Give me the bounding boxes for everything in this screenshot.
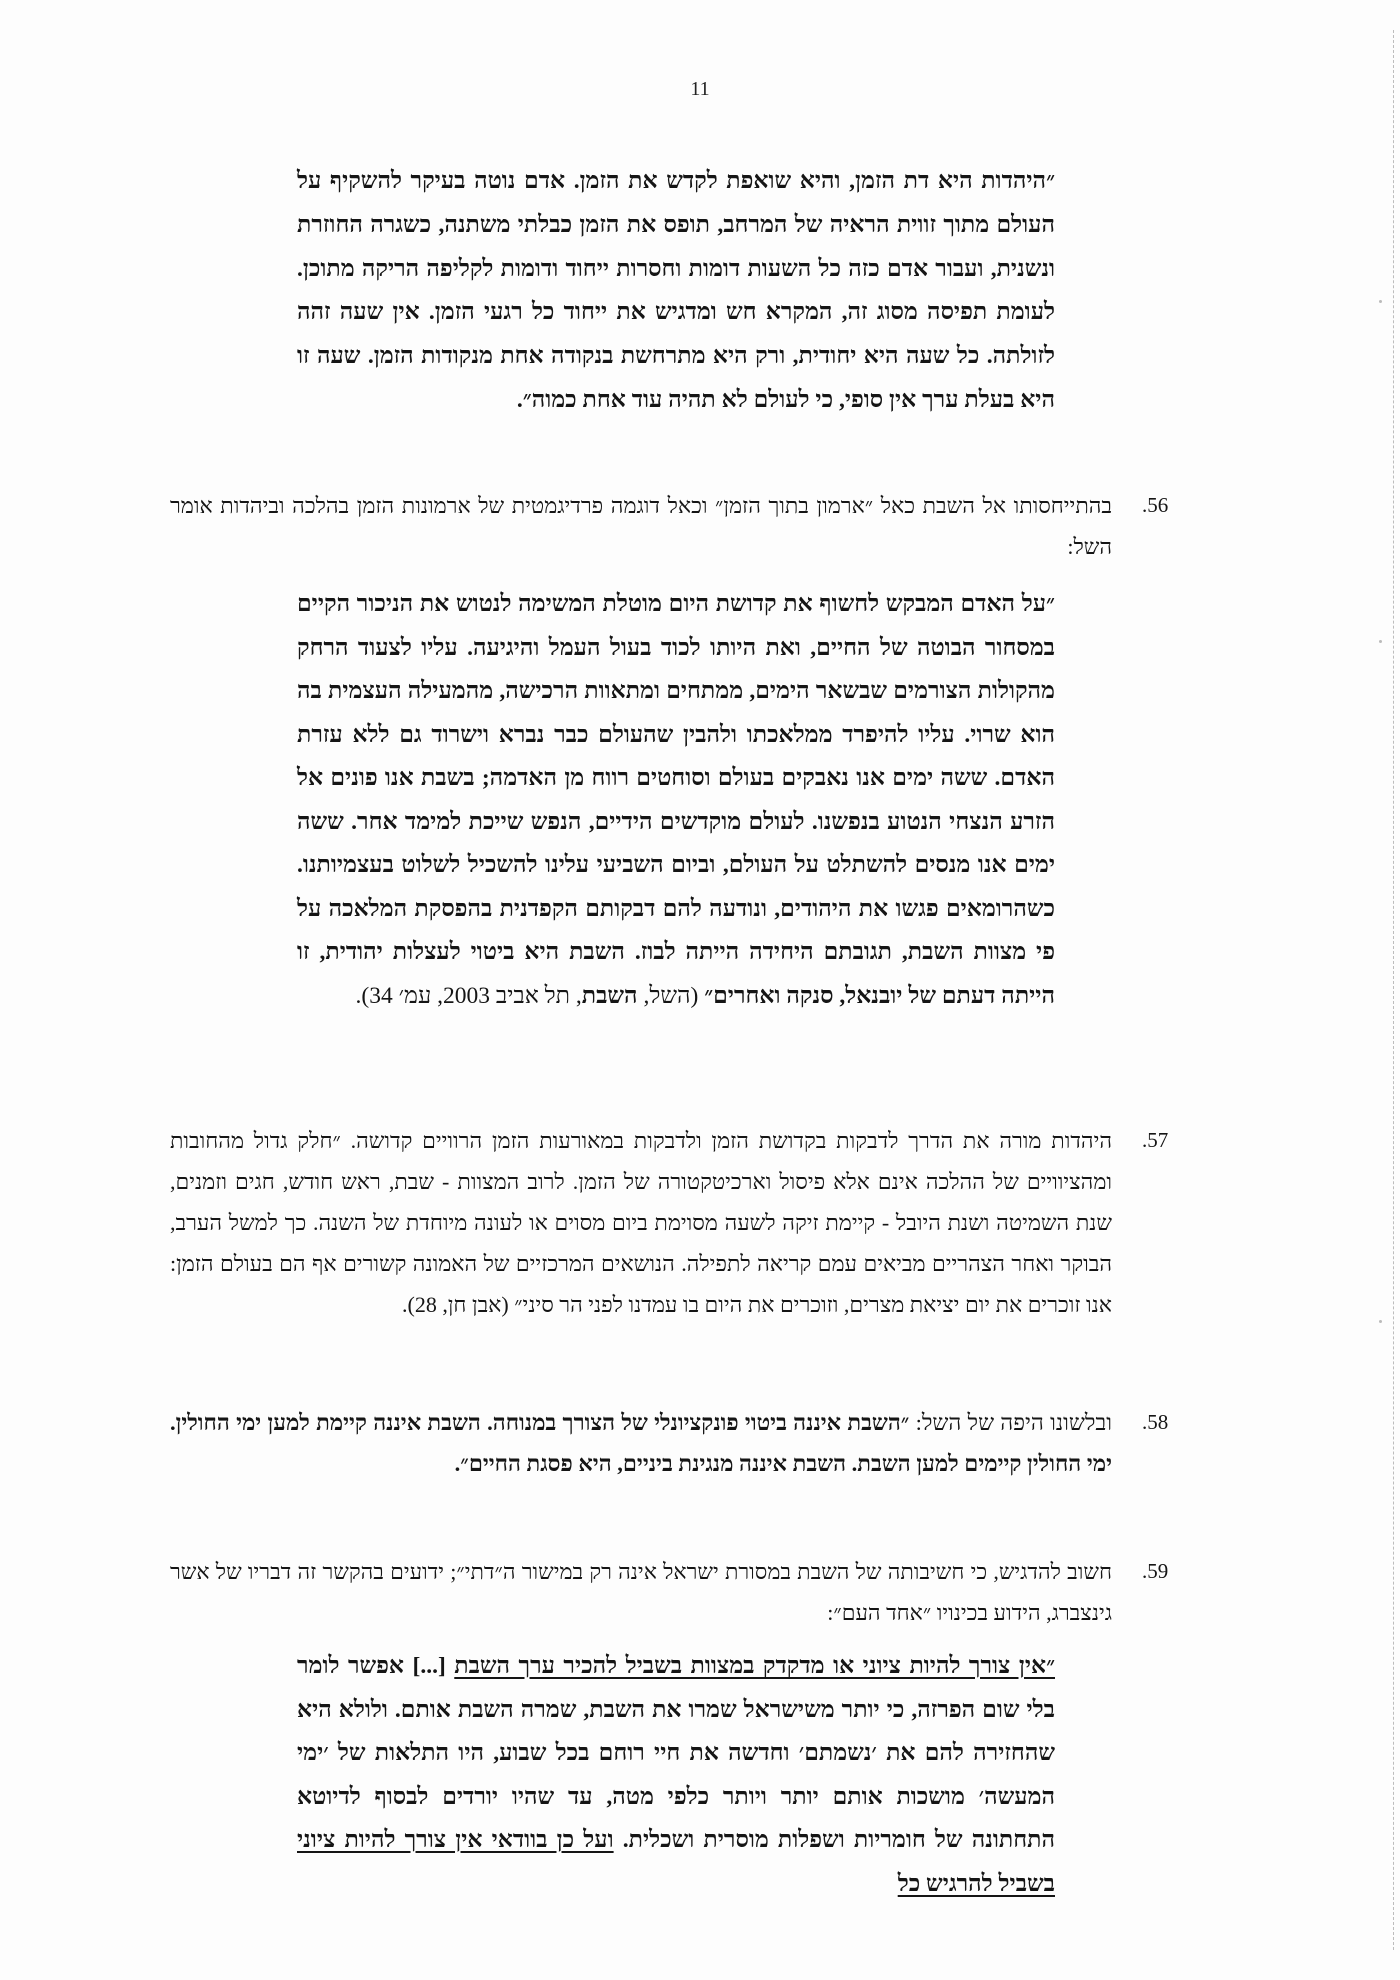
paragraph-59 [170, 1551, 1180, 1633]
paragraph-57 [170, 1120, 1180, 1325]
paragraph-58 [170, 1402, 1180, 1484]
scan-speck [1379, 300, 1382, 303]
bracket-ellipsis: [...] [412, 1653, 455, 1679]
quote-text: ״על האדם המבקש לחשוף את קדושת היום מוטלת המשימה לנטוש את הניכור הקיים במסחור הבוטה של החיים, ואת היותו לכוד בעול העמל והיגיעה. עליו לצעוד הרחק מהקולות הצורמים שבשאר הימים, ממתחים ומתאוות הרכישה, מהמעילה העצמית בה הוא שרוי. עליו להיפרד ממלאכתו ולהבין שהעולם כבר נברא וישרוד גם ללא עזרת האדם. ששה ימים אנו נאבקים בעולם וסוחטים רווח מן האדמה; בשבת אנו פונים אל הזרע הנצחי הנטוע בנפשנו. לעולם מוקדשים הידיים, הנפש שייכת למימד אחר. ששה ימים אנו מנסים להשתלט על העולם, וביום השביעי עלינו להשכיל לשלוט בעצמיותנו. כשהרומאים פגשו את היהודים, ונודעה להם דבקותם הקפדנית בהפסקת המלאכה על פי מצוות השבת, תגובתם היחידה הייתה לבוז. השבת היא ביטוי לעצלות יהודית, זו הייתה דעתם של יובנאל, סנקה ואחרים״ [297, 591, 1055, 1009]
underlined-text: ״אין צורך להיות ציוני או מדקדק במצוות בשביל להכיר ערך השבת [454, 1653, 1055, 1679]
quote-block-shabbat [297, 583, 1055, 1018]
paragraph-text: ״השבת איננה ביטוי פונקציונלי של הצורך במנוחה. השבת איננה קיימת למען ימי החולין. ימי החולין קיימים למען השבת. השבת איננה מנגינת ביניים, היא פסגת החיים״. [170, 1410, 1112, 1476]
quote-block-ahad-haam [297, 1645, 1055, 1906]
paragraph-number: .59 [1142, 1559, 1169, 1583]
page-number: 11 [690, 78, 710, 100]
scan-speck [1379, 1320, 1382, 1323]
paragraph-56 [170, 485, 1180, 567]
citation-title: השבת [581, 982, 638, 1009]
scan-edge-line [1389, 30, 1394, 1950]
citation-rest: , תל אביב 2003, עמ׳ 34). [355, 982, 582, 1009]
paragraph-lead: ובלשונו היפה של השל: [909, 1410, 1112, 1435]
citation-open: (השל, [637, 982, 705, 1009]
quote-text: אפשר לומר בלי שום הפרזה, כי יותר משישראל שמרו את השבת, שמרה השבת אותם. ולולא היא שהחזירה להם את ׳נשמתם׳ וחדשה את חיי רוחם בכל שבוע, היו התלאות של ׳ימי המעשה׳ מושכות אותם יותר ויותר כלפי מטה, עד שהיו יורדים לבסוף לדיוטא התחתונה של חומריות ושפלות מוסרית ושכלית. [297, 1653, 1055, 1853]
paragraph-number: .56 [1142, 493, 1169, 517]
paragraph-number: .58 [1142, 1410, 1169, 1434]
paragraph-text: היהדות מורה את הדרך לדבקות בקדושת הזמן ולדבקות במאורעות הזמן הרוויים קדושה. ״חלק גדול מהחובות ומהציוויים של ההלכה אינם אלא פיסול וארכיטקטורה של הזמן. לרוב המצוות - שבת, ראש חודש, חגים וזמנים, שנת השמיטה ושנת היובל - קיימת זיקה לשעה מסוימת ביום מסוים או לעונה מיוחדת של השנה. כך למשל הערב, הבוקר ואחר הצהריים מביאים עמם קריאה לתפילה. הנושאים המרכזיים של האמונה קשורים אף הם בעולם הזמן: אנו זוכרים את יום יציאת מצרים, וזוכרים את היום בו עמדנו לפני הר סיני״ (אבן חן, 28). [170, 1128, 1112, 1317]
paragraph-number: .57 [1142, 1128, 1169, 1152]
paragraph-text: חשוב להדגיש, כי חשיבותה של השבת במסורת ישראל אינה רק במישור ה״דתי״; ידועים בהקשר זה דבריו של אשר גינצברג, הידוע בכינויו ״אחד העם״: [170, 1559, 1112, 1625]
scan-speck [1379, 640, 1382, 643]
quote-block-judaism-time: ״היהדות היא דת הזמן, והיא שואפת לקדש את הזמן. אדם נוטה בעיקר להשקיף על העולם מתוך זווית הראיה של המרחב, תופס את הזמן כבלתי משתנה, כשגרה החוזרת ונשנית, ועבור אדם כזה כל השעות דומות וחסרות ייחוד ודומות לקליפה הריקה מתוכן. לעומת תפיסה מסוג זה, המקרא חש ומדגיש את ייחוד כל רגעי הזמן. אין שעה זהה לזולתה. כל שעה היא יחודית, ורק היא מתרחשת בנקודה אחת מנקודות הזמן. שעה זו היא בעלת ערך אין סופי, כי לעולם לא תהיה עוד אחת כמוה״. [297, 168, 1055, 413]
underlined-text: ועל כן בוודאי אין צורך להיות ציוני בשביל להרגיש כל [297, 1827, 1055, 1897]
paragraph-text: בהתייחסותו אל השבת כאל ״ארמון בתוך הזמן״ וכאל דוגמה פרדיגמטית של ארמונות הזמן בהלכה וביהדות אומר השל: [170, 493, 1112, 559]
